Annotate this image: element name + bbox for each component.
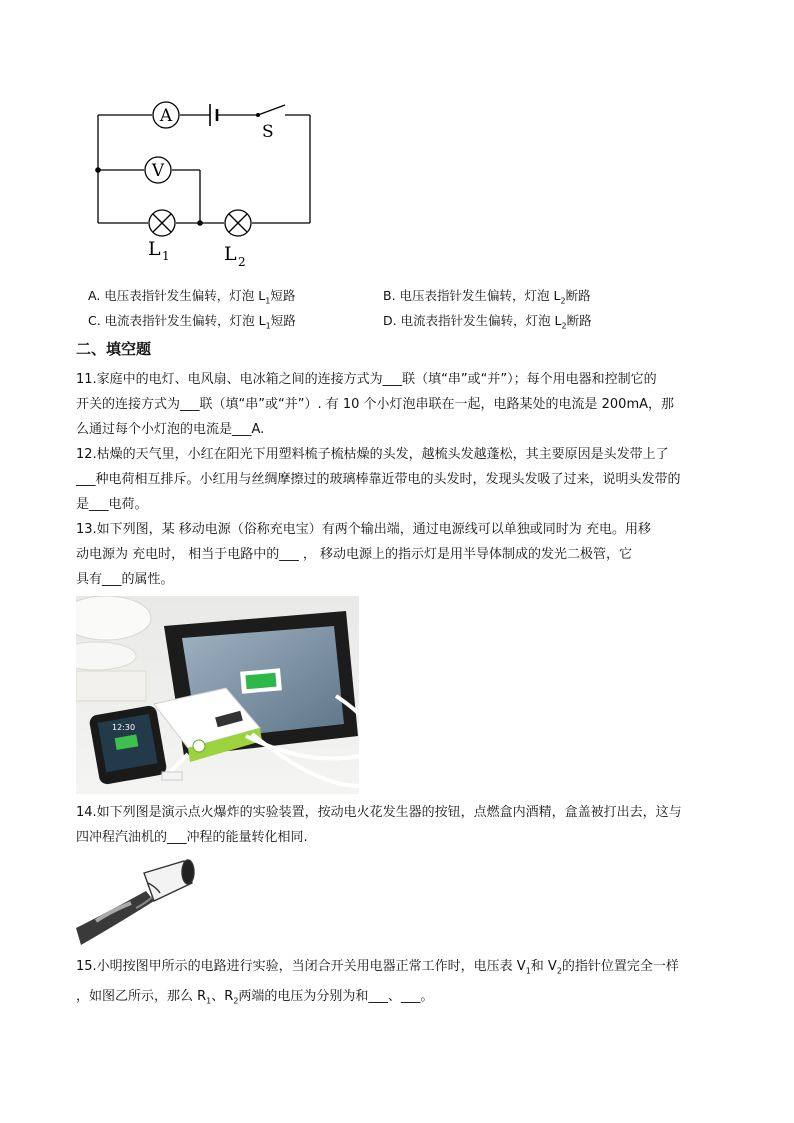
ammeter-label: A [159, 106, 173, 126]
question-12: 12.枯燥的天气里，小红在阳光下用塑料梳子梳枯燥的头发，越梳头发越蓬松，其主要原因是头发带上了 ___种电荷相互排斥。小红用与丝绸摩擦过的玻璃棒靠近带电的头发时，发现头发吸了过来，说明头发带的 是___电荷。 [76, 447, 681, 512]
lamp-l2-label: L [224, 243, 237, 265]
circuit-diagram [80, 90, 330, 275]
question-11: 11.家庭中的电灯、电风扇、电冰箱之间的连接方式为___联（填“串”或“并”）；每个用电器和控制它的 开关的连接方式为___联（填“串”或“并”）. 有 10 个小灯泡串联在一起，电路某处的电流是 200mA，那 么通过每个小灯泡的电流是___A. [76, 372, 675, 437]
ignition-apparatus-sketch [76, 853, 211, 950]
switch-label: S [262, 122, 274, 142]
lamp-l2-sub: 2 [238, 255, 246, 269]
voltmeter-label: V [151, 161, 165, 181]
phone-icon [88, 705, 167, 786]
question-14: 14.如下列图是演示点火爆炸的实验装置，按动电火花发生器的按钮，点燃盒内酒精，盒盖被打出去，这与 四冲程汽油机的___冲程的能量转化相同. [76, 805, 682, 845]
section-title: 二、填空题 [76, 340, 152, 358]
option-a[interactable]: A. 电压表指针发生偏转，灯泡 $L_1$短路 [88, 288, 296, 306]
question-15: 15.小明按图甲所示的电路进行实验，当闭合开关用电器正常工作时，电压表 $V_1$和 $V_2$的指针位置完全一样 ，如图乙所示，那么 $R_1$、$R_2$两端的电压为分别为和___、___。 [76, 959, 679, 1006]
lamp-l1-sub: 1 [162, 249, 170, 263]
lamp-l1-label: L [148, 238, 161, 260]
option-d[interactable]: D. 电流表指针发生偏转，灯泡 $L_2$断路 [383, 313, 592, 331]
phone-time: 12:30 [112, 723, 136, 732]
option-b[interactable]: B. 电压表指针发生偏转，灯泡 $L_2$断路 [383, 288, 591, 306]
question-13: 13.如下列图，某 移动电源（俗称充电宝）有两个输出端，通过电源线可以单独或同时为 充电。用移 动电源为 充电时， 相当于电路中的___ ， 移动电源上的指示灯是用半导体制成的发光二极管，它 具有___的属性。 [76, 522, 651, 587]
power-bank-photo [76, 596, 359, 794]
option-c[interactable]: C. 电流表指针发生偏转，灯泡 $L_1$短路 [88, 313, 296, 331]
